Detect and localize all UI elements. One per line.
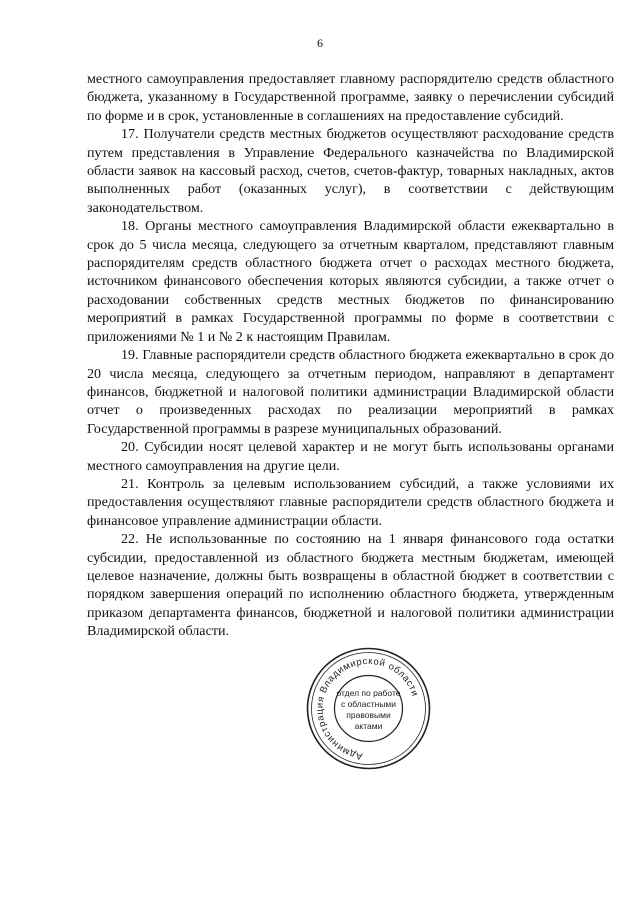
paragraph-21: 21. Контроль за целевым использованием субсидий, а также условиями их предоставления осуществляют главные распорядители средств областного бюджета и финансовое управление администрации области. [87,475,614,529]
stamp-center-line-1: отдел по работе [336,688,401,698]
paragraph-22: 22. Не использованные по состоянию на 1 января финансового года остатки субсидии, предоставленной из областного бюджета местным бюджетам, имеющей целевое назначение, должны быть возвращены в областной бюджет в соответствии с порядком завершения операций по исполнению областного бюджета, утвержденным приказом департамента финансов, бюджетной и налоговой политики администрации Владимирской области. [87,531,614,640]
stamp-center-line-2: с областными [340,699,397,709]
paragraph-19: 19. Главные распорядители средств областного бюджета ежеквартально в срок до 20 числа месяца, следующего за отчетным периодом, направляют в департамент финансов, бюджетной и налоговой политики администрации Владимирской области отчет о произведенных расходах по реализации мероприятий в рамках Государственной программы в разрезе муниципальных образований. [87,347,614,437]
official-stamp [305,646,432,771]
paragraph-18: 18. Органы местного самоуправления Владимирской области ежеквартально в срок до 5 числа месяца, следующего за отчетным кварталом, представляют главным распорядителям средств областного бюджета отчет о расходах местного бюджета, источником финансового обеспечения которых являются субсидии, а также отчет о расходовании собственных средств местных бюджетов по финансированию мероприятий в рамках Государственной программы по форме в соответствии с приложениями № 1 и № 2 к настоящим Правилам. [87,218,614,345]
document-body [87,70,614,641]
page-number: 6 [317,36,323,50]
stamp-ring-text: Администрация Владимирской области [314,655,421,762]
stamp-seal-icon [305,646,432,771]
paragraph-20: 20. Субсидии носят целевой характер и не могут быть использованы органами местного самоуправления на другие цели. [87,439,614,474]
stamp-center-line-4: актами [354,721,383,731]
stamp-center-line-3: правовыми [346,710,391,720]
paragraph-17: 17. Получатели средств местных бюджетов осуществляют расходование средств путем представления в Управление Федерального казначейства по Владимирской области заявок на кассовый расход, счетов, счетов-фактур, товарных накладных, актов выполненных работ (оказанных услуг), в соответствии с действующим законодательством. [87,126,614,216]
paragraph-continuation: местного самоуправления предоставляет главному распорядителю средств областного бюджета, указанному в Государственной программе, заявку о перечислении субсидий по форме и в срок, установленные в соглашениях на предоставление субсидий. [87,71,614,124]
